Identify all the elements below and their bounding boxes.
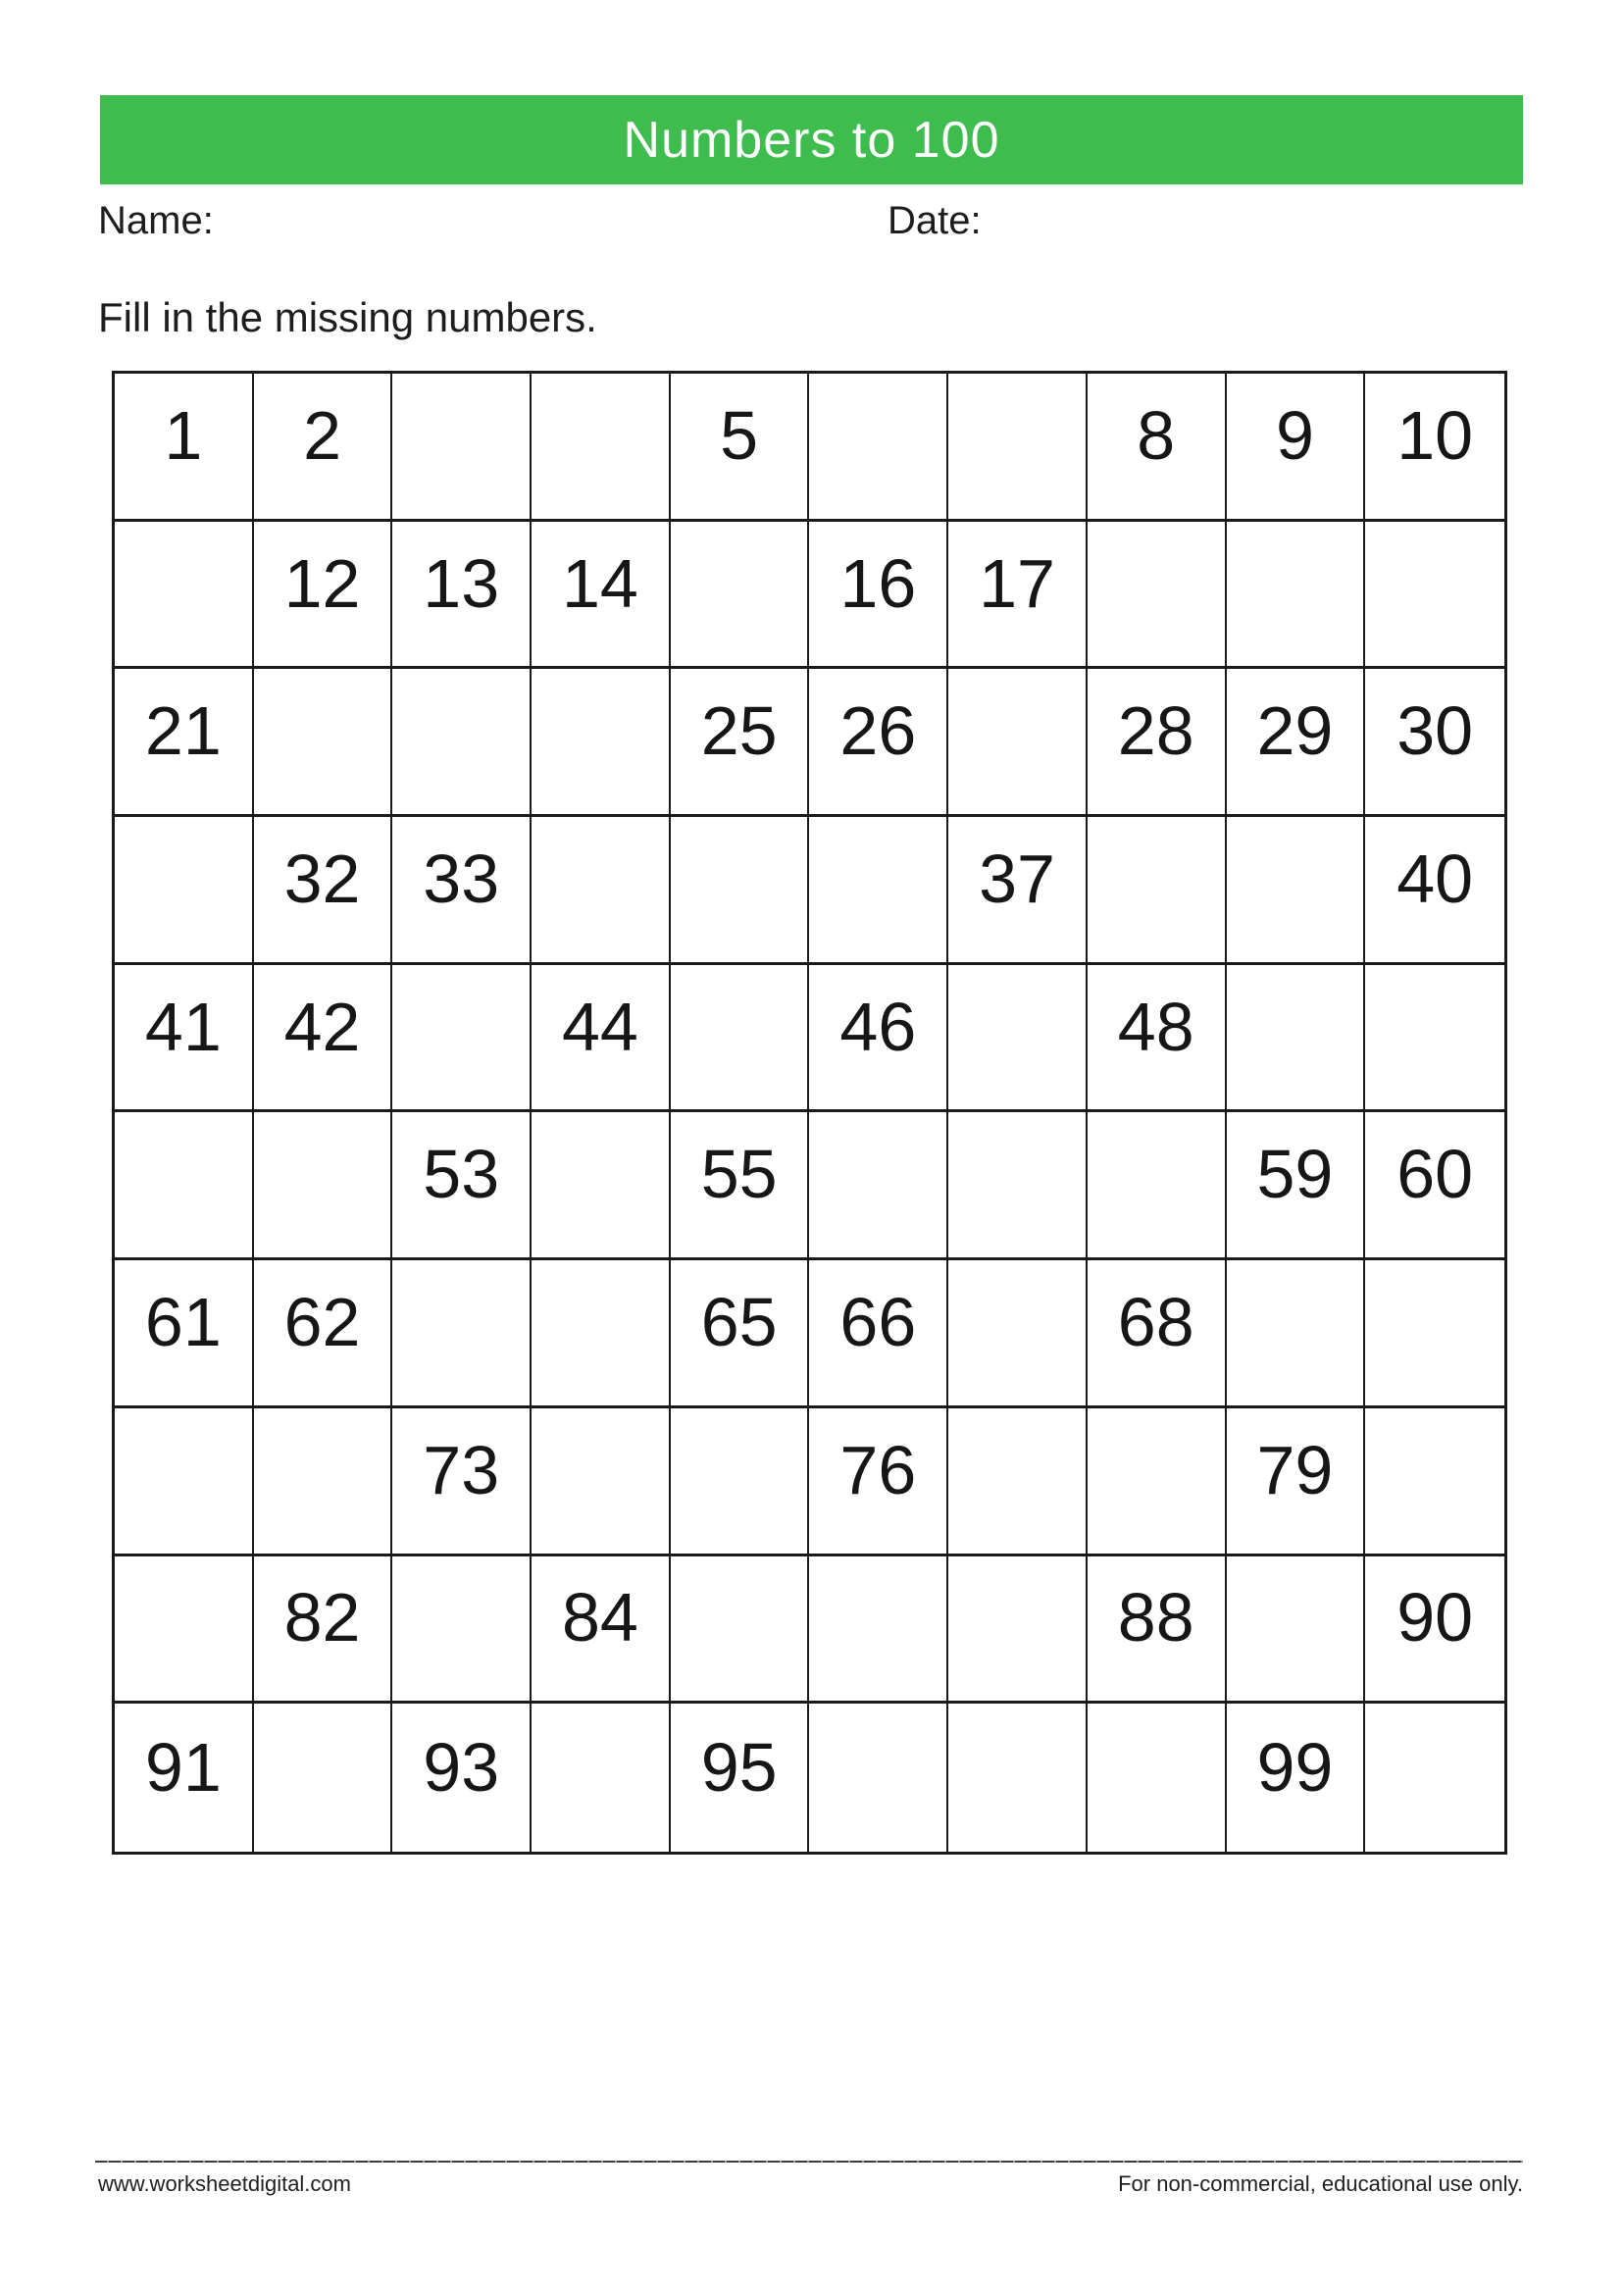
- grid-cell-filled: 32: [254, 817, 393, 965]
- grid-cell-empty[interactable]: [948, 1556, 1088, 1705]
- grid-cell-filled: 84: [532, 1556, 671, 1705]
- grid-cell-filled: 41: [115, 965, 254, 1113]
- grid-cell-empty[interactable]: [254, 1112, 393, 1260]
- grid-cell-empty[interactable]: [1227, 965, 1366, 1113]
- footer-website: www.worksheetdigital.com: [98, 2171, 351, 2196]
- grid-cell-empty[interactable]: [115, 522, 254, 670]
- grid-cell-filled: 59: [1227, 1112, 1366, 1260]
- grid-cell-empty[interactable]: [115, 1112, 254, 1260]
- grid-cell-filled: 13: [392, 522, 532, 670]
- grid-cell-empty[interactable]: [392, 669, 532, 817]
- grid-cell-empty[interactable]: [532, 817, 671, 965]
- grid-cell-filled: 95: [671, 1704, 810, 1852]
- grid-cell-filled: 91: [115, 1704, 254, 1852]
- grid-cell-empty[interactable]: [1227, 817, 1366, 965]
- grid-cell-empty[interactable]: [948, 1408, 1088, 1556]
- meta-row: [98, 199, 1523, 250]
- grid-cell-filled: 76: [809, 1408, 948, 1556]
- grid-cell-empty[interactable]: [392, 965, 532, 1113]
- grid-cell-empty[interactable]: [1365, 1704, 1504, 1852]
- grid-cell-filled: 26: [809, 669, 948, 817]
- grid-cell-empty[interactable]: [1227, 1556, 1366, 1705]
- footer-license: For non-commercial, educational use only.: [1118, 2171, 1523, 2196]
- name-label: Name:: [98, 199, 214, 242]
- grid-cell-empty[interactable]: [809, 1112, 948, 1260]
- grid-cell-empty[interactable]: [532, 1408, 671, 1556]
- grid-cell-filled: 21: [115, 669, 254, 817]
- grid-cell-empty[interactable]: [115, 1556, 254, 1705]
- grid-cell-empty[interactable]: [532, 669, 671, 817]
- footer-divider: [95, 2161, 1523, 2163]
- grid-cell-filled: 2: [254, 374, 393, 522]
- instruction-text: Fill in the missing numbers.: [98, 294, 597, 340]
- grid-cell-empty[interactable]: [115, 1408, 254, 1556]
- grid-cell-empty[interactable]: [809, 1704, 948, 1852]
- grid-cell-filled: 25: [671, 669, 810, 817]
- grid-cell-filled: 53: [392, 1112, 532, 1260]
- grid-cell-filled: 17: [948, 522, 1088, 670]
- date-label: Date:: [888, 199, 982, 242]
- grid-cell-empty[interactable]: [532, 1260, 671, 1408]
- grid-cell-filled: 9: [1227, 374, 1366, 522]
- grid-cell-empty[interactable]: [948, 374, 1088, 522]
- grid-cell-empty[interactable]: [392, 1556, 532, 1705]
- grid-cell-empty[interactable]: [671, 817, 810, 965]
- grid-cell-empty[interactable]: [948, 965, 1088, 1113]
- grid-cell-filled: 82: [254, 1556, 393, 1705]
- grid-cell-filled: 8: [1088, 374, 1227, 522]
- grid-cell-filled: 40: [1365, 817, 1504, 965]
- grid-cell-filled: 5: [671, 374, 810, 522]
- page-title: Numbers to 100: [623, 111, 1000, 169]
- title-banner: [100, 95, 1523, 186]
- grid-cell-empty[interactable]: [532, 1704, 671, 1852]
- grid-cell-empty[interactable]: [1227, 522, 1366, 670]
- grid-cell-filled: 73: [392, 1408, 532, 1556]
- grid-cell-empty[interactable]: [115, 817, 254, 965]
- grid-cell-filled: 33: [392, 817, 532, 965]
- grid-cell-empty[interactable]: [392, 1260, 532, 1408]
- grid-cell-empty[interactable]: [1365, 522, 1504, 670]
- grid-cell-empty[interactable]: [671, 1408, 810, 1556]
- grid-cell-empty[interactable]: [1365, 965, 1504, 1113]
- grid-cell-empty[interactable]: [809, 374, 948, 522]
- grid-cell-filled: 68: [1088, 1260, 1227, 1408]
- grid-cell-empty[interactable]: [809, 817, 948, 965]
- grid-cell-empty[interactable]: [254, 1408, 393, 1556]
- grid-cell-filled: 16: [809, 522, 948, 670]
- grid-cell-empty[interactable]: [671, 522, 810, 670]
- grid-cell-filled: 44: [532, 965, 671, 1113]
- grid-cell-empty[interactable]: [1088, 522, 1227, 670]
- grid-cell-filled: 60: [1365, 1112, 1504, 1260]
- grid-cell-empty[interactable]: [671, 1556, 810, 1705]
- grid-cell-empty[interactable]: [809, 1556, 948, 1705]
- grid-cell-empty[interactable]: [392, 374, 532, 522]
- grid-cell-filled: 1: [115, 374, 254, 522]
- grid-cell-empty[interactable]: [1365, 1408, 1504, 1556]
- grid-cell-empty[interactable]: [1365, 1260, 1504, 1408]
- grid-cell-filled: 46: [809, 965, 948, 1113]
- footer: [98, 2171, 1523, 2197]
- grid-cell-empty[interactable]: [1088, 1704, 1227, 1852]
- grid-cell-empty[interactable]: [671, 965, 810, 1113]
- grid-cell-empty[interactable]: [254, 669, 393, 817]
- grid-cell-filled: 90: [1365, 1556, 1504, 1705]
- grid-cell-filled: 79: [1227, 1408, 1366, 1556]
- grid-cell-filled: 93: [392, 1704, 532, 1852]
- grid-cell-empty[interactable]: [948, 669, 1088, 817]
- grid-cell-filled: 65: [671, 1260, 810, 1408]
- grid-cell-empty[interactable]: [1227, 1260, 1366, 1408]
- grid-cell-filled: 14: [532, 522, 671, 670]
- grid-cell-empty[interactable]: [532, 1112, 671, 1260]
- grid-cell-filled: 55: [671, 1112, 810, 1260]
- grid-cell-filled: 28: [1088, 669, 1227, 817]
- grid-cell-empty[interactable]: [532, 374, 671, 522]
- grid-cell-filled: 30: [1365, 669, 1504, 817]
- grid-cell-empty[interactable]: [948, 1260, 1088, 1408]
- grid-cell-filled: 10: [1365, 374, 1504, 522]
- grid-cell-filled: 62: [254, 1260, 393, 1408]
- grid-cell-filled: 29: [1227, 669, 1366, 817]
- grid-cell-filled: 42: [254, 965, 393, 1113]
- grid-cell-empty[interactable]: [948, 1704, 1088, 1852]
- number-grid: [112, 371, 1507, 1855]
- grid-cell-filled: 48: [1088, 965, 1227, 1113]
- grid-cell-empty[interactable]: [1088, 817, 1227, 965]
- grid-cell-filled: 61: [115, 1260, 254, 1408]
- grid-cell-empty[interactable]: [948, 1112, 1088, 1260]
- grid-cell-empty[interactable]: [1088, 1408, 1227, 1556]
- grid-cell-empty[interactable]: [1088, 1112, 1227, 1260]
- grid-cell-filled: 88: [1088, 1556, 1227, 1705]
- grid-cell-filled: 12: [254, 522, 393, 670]
- grid-cell-empty[interactable]: [254, 1704, 393, 1852]
- grid-cell-filled: 99: [1227, 1704, 1366, 1852]
- grid-cell-filled: 66: [809, 1260, 948, 1408]
- grid-cell-filled: 37: [948, 817, 1088, 965]
